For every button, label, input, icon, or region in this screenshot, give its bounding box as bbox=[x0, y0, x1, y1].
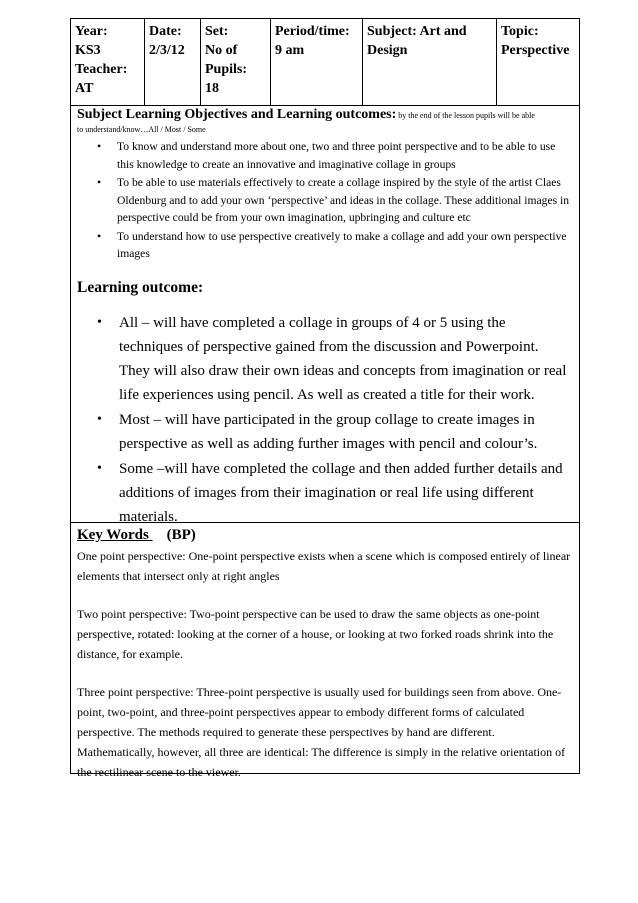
teacher-value: AT bbox=[75, 81, 94, 96]
pupils-value: 18 bbox=[205, 81, 219, 96]
keyword-definition-three-point: Three point perspective: Three-point perspective is usually used for buildings seen from above. One-point, two-point, and three-point perspectives appear to embody different forms of calculated perspective. The methods required to generate these perspectives by hand are different. Mathematically, however, all three are identical: The difference is simply in the relative orientation of the rectilinear scene to the viewer. bbox=[77, 685, 566, 779]
objective-item: • To understand how to use perspective creatively to make a collage and add your own perspective images bbox=[117, 228, 579, 263]
pupils-label-1: No of bbox=[205, 43, 238, 58]
outcome-item-some: • Some –will have completed the collage and then added further details and additions of images from their imagination or real life using different materials. bbox=[119, 457, 579, 529]
lesson-header-row bbox=[70, 18, 580, 105]
learning-outcome-heading: Learning outcome: bbox=[77, 278, 204, 296]
year-teacher-cell bbox=[71, 19, 144, 105]
objectives-section bbox=[70, 105, 580, 523]
subject-value: Design bbox=[367, 43, 408, 58]
period-value: 9 am bbox=[275, 43, 305, 58]
topic-cell bbox=[496, 19, 579, 105]
objectives-list bbox=[77, 138, 579, 263]
outcome-item-all: • All – will have completed a collage in groups of 4 or 5 using the techniques of perspective gained from the discussion and Powerpoint. They will also draw their own ideas and concepts from imagination or real life experiences using pencil. As well as created a title for their work. bbox=[119, 311, 579, 407]
outcome-item-most: • Most – will have participated in the group collage to create images in perspective as well as adding further images with pencil and colour’s. bbox=[119, 408, 579, 456]
teacher-label: Teacher: bbox=[75, 62, 128, 77]
date-value: 2/3/12 bbox=[149, 43, 185, 58]
date-cell bbox=[144, 19, 200, 105]
keyword-definition-one-point: One point perspective: One-point perspective exists when a scene which is composed entirely of linear elements that intersect only at right angles bbox=[77, 549, 571, 583]
pupils-label-2: Pupils: bbox=[205, 62, 248, 77]
period-cell bbox=[270, 19, 362, 105]
topic-value: Perspective bbox=[501, 43, 570, 58]
objectives-heading bbox=[77, 106, 579, 124]
objective-item: • To know and understand more about one, two and three point perspective and to be able to use this knowledge to create an innovative and imaginative collage in groups bbox=[117, 138, 579, 173]
date-label: Date: bbox=[149, 24, 182, 39]
keywords-section bbox=[70, 523, 580, 779]
subject-label: Subject: Art and bbox=[367, 24, 467, 39]
objectives-title-suffix: by the end of the lesson pupils will be able bbox=[396, 111, 535, 120]
set-label: Set: bbox=[205, 24, 229, 39]
objectives-subtitle: to understand/know…All / Most / Some bbox=[77, 125, 206, 134]
keyword-definition-two-point: Two point perspective: Two-point perspective can be used to draw the same objects as one-point perspective, rotated: looking at the corner of a house, or looking at two forked roads shrink into the distance, for example. bbox=[77, 607, 554, 661]
subject-cell bbox=[362, 19, 496, 105]
lesson-plan-sheet bbox=[70, 18, 580, 779]
objective-item: • To be able to use materials effectively to create a collage inspired by the style of the artist Claes Oldenburg and to add your own ‘perspective’ and ideas in the collage. These additional images in perspective could be from your own imagination, upbringing and culture etc bbox=[117, 174, 579, 227]
objectives-title: Subject Learning Objectives and Learning outcomes: bbox=[77, 107, 397, 122]
period-label: Period/time: bbox=[275, 24, 350, 39]
set-cell bbox=[200, 19, 270, 105]
year-value: KS3 bbox=[75, 43, 101, 58]
outcomes-list bbox=[77, 311, 579, 529]
year-label: Year: bbox=[75, 24, 108, 39]
keywords-title: Key Words bbox=[77, 527, 153, 543]
topic-label: Topic: bbox=[501, 24, 539, 39]
keywords-tag: (BP) bbox=[166, 527, 196, 543]
